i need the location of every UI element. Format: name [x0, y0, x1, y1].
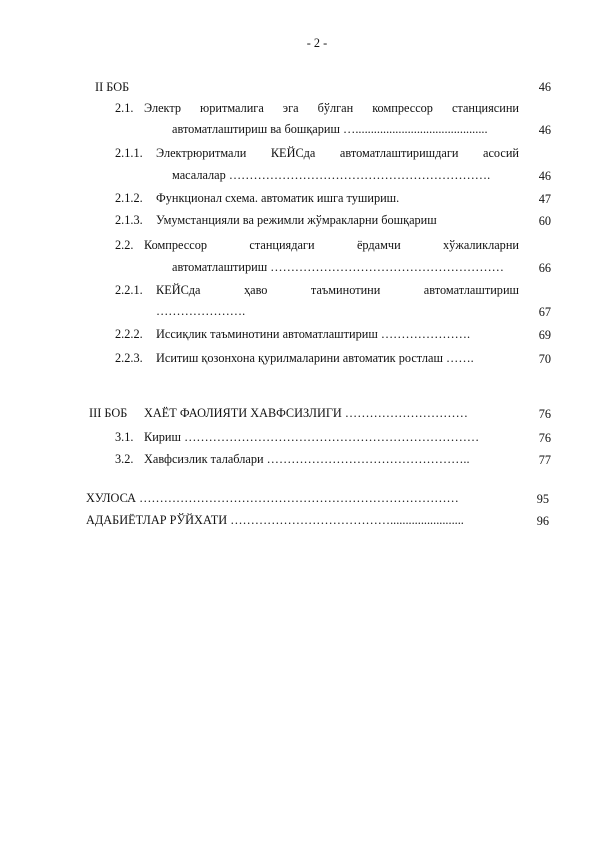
section-2-1-1-title-text: масалалар — [172, 168, 226, 182]
section-2-1-2-page: 47 — [538, 192, 551, 206]
conclusion-page: 95 — [536, 492, 549, 506]
conclusion-title-text: ХУЛОСА — [86, 491, 137, 505]
section-2-1-title-text: автоматлаштириш ва бошқариш — [172, 122, 340, 136]
section-2-1-2-number: 2.1.2. — [115, 191, 143, 205]
chapter-3-page: 76 — [538, 407, 551, 421]
section-2-2-3-number: 2.2.3. — [115, 351, 143, 365]
section-2-2-2-title — [156, 326, 470, 342]
section-2-1-1-title-line2 — [172, 167, 490, 183]
leader-dots: ……………………………………………………………… — [184, 430, 480, 444]
section-2-2-1-number: 2.2.1. — [115, 283, 143, 297]
section-3-1-title — [144, 429, 479, 445]
section-2-1-number: 2.1. — [115, 101, 134, 115]
chapter-3-heading — [144, 405, 468, 421]
section-2-1-title-line2 — [172, 121, 488, 137]
section-2-2-3-title-text: Иситиш қозонхона қурилмаларини автоматик ростлаш — [156, 351, 443, 365]
leader-dots: …………………. — [380, 327, 471, 341]
conclusion-title — [86, 490, 459, 506]
section-2-1-3-title: Умумстанцияли ва режимли жўмракларни бошқариш — [156, 213, 437, 227]
section-2-2-2-number: 2.2.2. — [115, 327, 143, 341]
leader-dots: ………………………………………………………. — [228, 168, 491, 182]
leader-dots: ………………………… — [344, 406, 468, 420]
leader-dots: …………………. — [156, 304, 246, 318]
chapter-3-title: III БОБ — [89, 406, 128, 420]
chapter-3-heading-text: ХАЁТ ФАОЛИЯТИ ХАВФСИЗЛИГИ — [144, 406, 342, 420]
references-page: 96 — [536, 514, 549, 528]
section-2-2-3-title — [156, 350, 474, 366]
section-3-1-page: 76 — [538, 431, 551, 445]
page-header: - 2 - — [306, 36, 328, 50]
leader-dots: …........................................... — [343, 122, 488, 136]
section-3-1-title-text: Кириш — [144, 430, 181, 444]
section-3-2-number: 3.2. — [115, 452, 134, 466]
section-2-1-1-title-line1: Электрюритмали КЕЙСда автоматлаштиришдаги асосий — [156, 146, 519, 160]
leader-dots: ………………………………………….. — [266, 452, 470, 466]
section-2-2-3-page: 70 — [538, 352, 551, 366]
section-3-2-title — [144, 451, 470, 467]
section-3-2-page: 77 — [538, 453, 551, 467]
leader-dots: ……. — [446, 351, 474, 365]
section-2-2-2-page: 69 — [538, 328, 551, 342]
section-2-1-1-number: 2.1.1. — [115, 146, 143, 160]
section-2-1-page: 46 — [538, 123, 551, 137]
chapter-2-page: 46 — [538, 80, 551, 94]
section-2-2-1-page: 67 — [538, 305, 551, 319]
references-title — [86, 512, 464, 528]
section-2-2-number: 2.2. — [115, 238, 134, 252]
leader-dots: …………………………………........................ — [230, 513, 464, 527]
section-2-2-2-title-text: Иссиқлик таъминотини автоматлаштириш — [156, 327, 378, 341]
chapter-2-title: II БОБ — [95, 80, 130, 94]
leader-dots: ………………………………………………… — [270, 260, 504, 274]
leader-dots: …………………………………………………………………… — [139, 491, 459, 505]
section-3-1-number: 3.1. — [115, 430, 134, 444]
section-2-1-3-number: 2.1.3. — [115, 213, 143, 227]
section-3-2-title-text: Хавфсизлик талаблари — [144, 452, 264, 466]
section-2-2-title-text: автоматлаштириш — [172, 260, 268, 274]
section-2-1-2-title: Функционал схема. автоматик ишга тушириш. — [156, 191, 400, 205]
section-2-2-title-line1: Компрессор станциядаги ёрдамчи хўжаликларни — [144, 238, 519, 252]
section-2-1-1-page: 46 — [538, 169, 551, 183]
section-2-1-3-page: 60 — [538, 214, 551, 228]
section-2-2-1-title-line1: КЕЙСда ҳаво таъминотини автоматлаштириш — [156, 283, 519, 297]
section-2-2-title-line2 — [172, 259, 504, 275]
section-2-1-title-line1: Электр юритмалига эга бўлган компрессор станциясини — [144, 101, 519, 115]
section-2-2-page: 66 — [538, 261, 551, 275]
references-title-text: АДАБИЁТЛАР РЎЙХАТИ — [86, 513, 228, 527]
